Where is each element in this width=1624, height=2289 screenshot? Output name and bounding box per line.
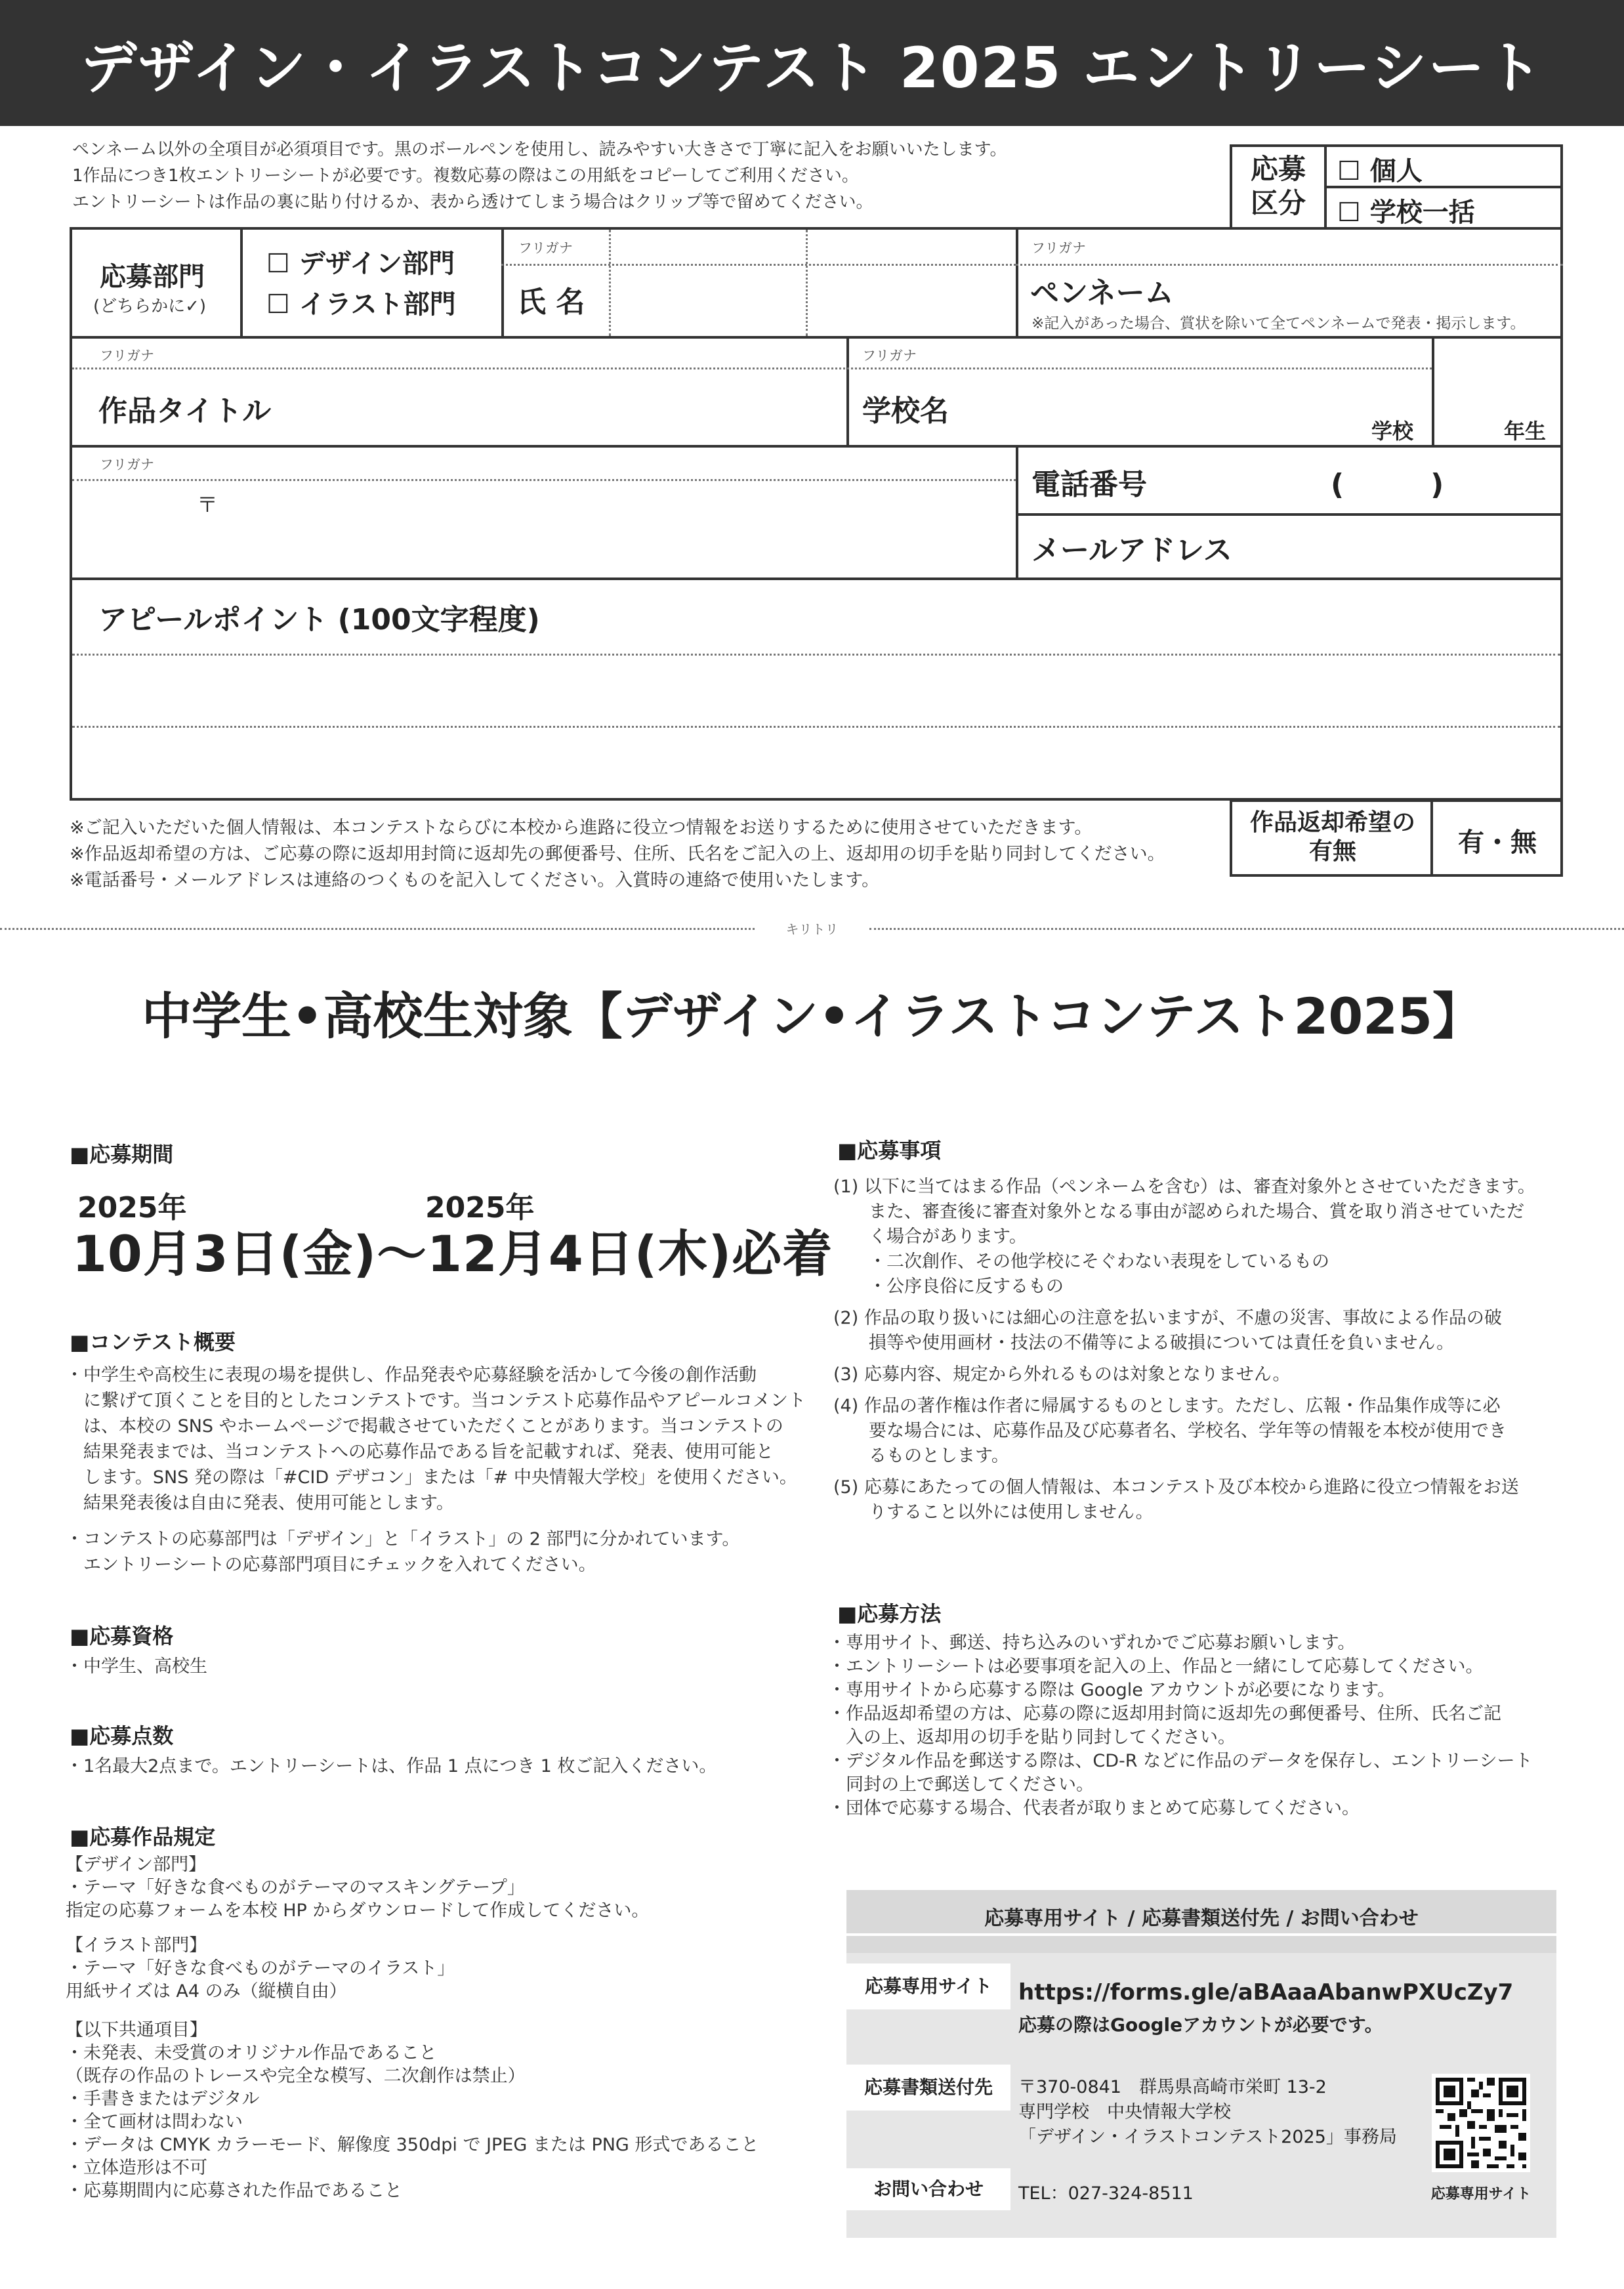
count-text: ・1名最大2点まで。エントリーシートは、作品 1 点につき 1 枚ご記入ください。 xyxy=(66,1756,717,1776)
site-label: 応募専用サイト xyxy=(864,1975,993,1997)
checkbox-school-group[interactable]: ☐ 学校一括 xyxy=(1337,198,1475,228)
furigana-label: フリガナ xyxy=(100,348,154,364)
privacy-note: ※電話番号・メールアドレスは連絡のつくものを記入してください。入賞時の連絡で使用いたします。 xyxy=(70,870,880,891)
mailing-address: 〒370-0841 群馬県高崎市栄町 13-2 専門学校 中央情報大学校 「デザイン・イラストコンテスト2025」事務局 xyxy=(1018,2077,1397,2147)
cut-line-label: キリトリ xyxy=(785,921,839,937)
site-label-cell xyxy=(846,1964,1010,2009)
instruction-line: 1作品につき1枚エントリーシートが必要です。複数応募の際はこの用紙をコピーしてご利用ください。 xyxy=(72,166,859,186)
mail-label: 応募書類送付先 xyxy=(864,2076,993,2098)
department-hint: (どちらかに✓) xyxy=(93,297,207,316)
phone-number: TEL：027-324-8511 xyxy=(1018,2183,1194,2204)
section-heading-rules: ■応募作品規定 xyxy=(70,1824,216,1849)
name-field[interactable] xyxy=(613,266,1013,332)
mail-label-cell xyxy=(846,2065,1010,2110)
email-label: メールアドレス xyxy=(1031,534,1232,567)
checkbox-individual[interactable]: ☐ 個人 xyxy=(1337,156,1423,186)
appeal-field[interactable] xyxy=(85,656,1547,788)
period-start-year: 2025年 xyxy=(77,1191,187,1225)
penname-label: ペンネーム xyxy=(1030,276,1174,310)
name-label: 氏 名 xyxy=(517,285,585,319)
postal-mark: 〒 xyxy=(197,492,219,517)
page-title: デザイン・イラストコンテスト 2025 エントリーシート xyxy=(80,35,1544,101)
entry-form xyxy=(70,227,1563,801)
page-header xyxy=(0,0,1624,126)
terms-text: (1) 以下に当てはまる作品（ペンネームを含む）は、審査対象外とさせていただきます。 また、審査後に審査対象外となる事由が認められた場合、賞を取り消させていただ く場合があります。 ・二次創作、その他学校にそぐわない表現をしているもの ・公序良俗に反するもの (2) 作品の取り扱いには細心の注意を払いますが、不慮の災害、事故による作品の破 損等や使用画材・技法の不備等による破損については責任を負いません。 (3) 応募内容、規定から外れるものは対象となりません。 (4) 作品の著作権は作者に帰属するものとします。ただし、広報・作品集作成等に必 要な場合には、応募作品及び応募者名、学校名、学年等の情報を本校が使用でき るものとします。 (5) 応募にあたっての個人情報は、本コンテスト及び本校から進路に役立つ情報をお送 りすること以外には使用しません。 xyxy=(833,1177,1535,1522)
period-end-year: 2025年 xyxy=(425,1191,535,1225)
penname-note: ※記入があった場合、賞状を除いて全てペンネームで発表・掲示します。 xyxy=(1031,315,1526,332)
checkbox-illustration-dept[interactable]: ☐ イラスト部門 xyxy=(266,289,456,320)
phone-label: 電話番号 xyxy=(1031,468,1147,501)
privacy-notes xyxy=(70,815,1224,894)
contact-title: 応募専用サイト / 応募書類送付先 / お問い合わせ xyxy=(984,1907,1419,1930)
furigana-label: フリガナ xyxy=(1031,240,1086,256)
instructions xyxy=(72,136,1220,215)
return-request-box xyxy=(1230,799,1563,877)
method-text: ・専用サイト、郵送、持ち込みのいずれかでご応募お願いします。 ・エントリーシートは必要事項を記入の上、作品と一緒にして応募してください。 ・専用サイトから応募する際は Google アカウントが必要になります。 ・作品返却希望の方は、応募の際に返却用封筒に返却先の郵便番号、住所、氏名ご記 入の上、返却用の切手を貼り同封してください。 ・デジタル作品を郵送する際は、CD-R などに作品のデータを保存し、エントリーシート 同封の上で郵送してください。 ・団体で応募する場合、代表者が取りまとめて応募してください。 xyxy=(828,1633,1533,1818)
inquiry-label: お問い合わせ xyxy=(873,2178,984,2200)
section-heading-method: ■応募方法 xyxy=(837,1601,942,1626)
application-type-label: 応募 区分 xyxy=(1251,153,1306,219)
instruction-line: ペンネーム以外の全項目が必須項目です。黒のボールペンを使用し、読みやすい大きさで丁寧に記入をお願いいたします。 xyxy=(72,140,1007,159)
furigana-label: フリガナ xyxy=(518,240,573,256)
grade-suffix: 年生 xyxy=(1504,419,1547,444)
contact-box xyxy=(846,1890,1556,2238)
overview-text: ・中学生や高校生に表現の場を提供し、作品発表や応募経験を活かして今後の創作活動 に繋げて頂くことを目的としたコンテストです。当コンテスト応募作品やアピールコメント は、本校の SNS やホームページで掲載させていただくことがあります。当コンテストの 結果発表までは、当コンテストへの応募作品である旨を記載すれば、発表、使用可能と します。SNS 発の際は「#CID デザコン」または「# 中央情報大学校」を使用ください。 結果発表後は自由に発表、使用可能とします。 ・コンテストの応募部門は「デザイン」と「イラスト」の 2 部門に分かれています。 エントリーシートの応募部門項目にチェックを入れてください。 xyxy=(66,1365,806,1575)
furigana-label: フリガナ xyxy=(862,348,917,364)
work-title-label: 作品タイトル xyxy=(98,394,272,428)
site-url-link[interactable]: https://forms.gle/aBAaaAbanwPXUcZy7 xyxy=(1018,1979,1514,2006)
section-heading-terms: ■応募事項 xyxy=(837,1138,942,1163)
site-note: 応募の際はGoogleアカウントが必要です。 xyxy=(1018,2014,1383,2036)
application-type-box xyxy=(1230,144,1563,230)
section-heading-overview: ■コンテスト概要 xyxy=(70,1330,236,1354)
qr-code-icon[interactable] xyxy=(1432,2074,1530,2172)
qr-caption: 応募専用サイト xyxy=(1430,2186,1531,2202)
privacy-note: ※ご記入いただいた個人情報は、本コンテストならびに本校から進路に役立つ情報をお送りするために使用させていただきます。 xyxy=(70,818,1093,838)
furigana-label: フリガナ xyxy=(100,457,154,472)
return-request-label: 作品返却希望の 有無 xyxy=(1249,809,1415,865)
contest-title: 中学生•高校生対象【デザイン•イラストコンテスト2025】 xyxy=(142,987,1482,1045)
section-heading-eligibility: ■応募資格 xyxy=(70,1624,174,1648)
section-heading-period: ■応募期間 xyxy=(70,1142,174,1167)
appeal-label: アピールポイント (100文字程度) xyxy=(98,603,540,637)
rules-text: 【デザイン部門】 ・テーマ「好きな食べものがテーマのマスキングテープ」 指定の応募フォームを本校 HP からダウンロードして作成してください。 【イラスト部門】 ・テーマ「好きな食べものがテーマのイラスト」 用紙サイズは A4 のみ（縦横自由） 【以下共通項目】 ・未発表、未受賞のオリジナル作品であること （既存の作品のトレースや完全な模写、二次創作は禁止） ・手書きまたはデジタル ・全て画材は問わない ・データは CMYK カラーモード、解像度 350dpi で JPEG または PNG 形式であること ・立体造形は不可 ・応募期間内に応募された作品であること xyxy=(66,1855,759,2201)
return-request-choice[interactable]: 有・無 xyxy=(1458,828,1537,858)
checkbox-design-dept[interactable]: ☐ デザイン部門 xyxy=(266,249,455,279)
inquiry-label-cell xyxy=(846,2168,1010,2210)
eligibility-text: ・中学生、高校生 xyxy=(66,1656,207,1677)
instruction-line: エントリーシートは作品の裏に貼り付けるか、表から透けてしまう場合はクリップ等で留めてください。 xyxy=(72,192,873,212)
period-dates: 10月3日(金)〜12月4日(木)必着 xyxy=(72,1225,833,1283)
privacy-note: ※作品返却希望の方は、ご応募の際に返却用封筒に返却先の郵便番号、住所、氏名をご記入の上、返却用の切手を貼り同封してください。 xyxy=(70,844,1165,864)
department-label: 応募部門 xyxy=(100,262,205,292)
school-name-label: 学校名 xyxy=(862,394,949,428)
phone-parentheses: ( ) xyxy=(1331,468,1444,501)
school-suffix: 学校 xyxy=(1371,419,1414,444)
section-heading-count: ■応募点数 xyxy=(70,1723,174,1748)
